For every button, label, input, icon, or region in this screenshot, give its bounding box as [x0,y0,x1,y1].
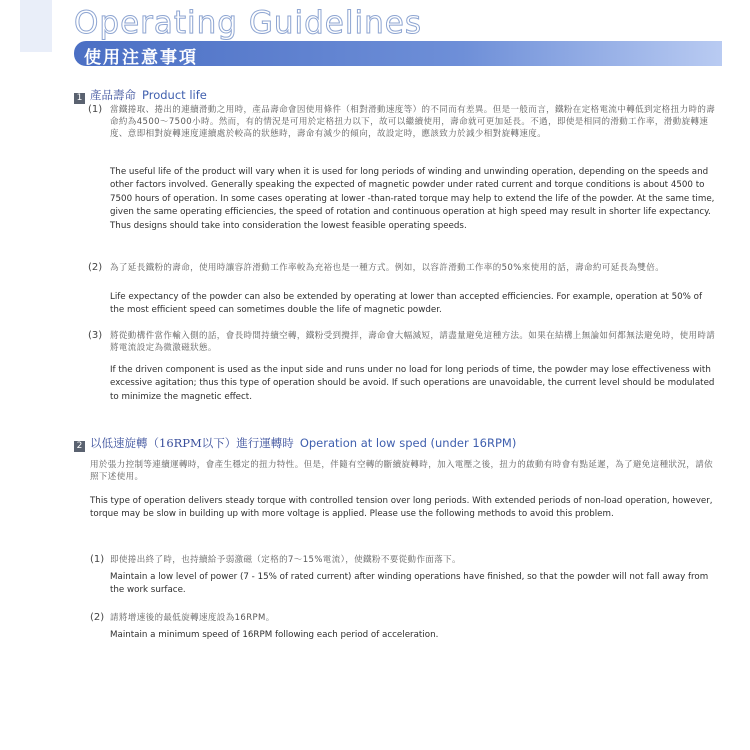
item-number: (1) [90,554,105,565]
item-text-zh: 為了延長鐵粉的壽命，使用時讓容許滑動工作率較為充裕也是一種方式。例如，以容許滑動工作率的50%來使用的話，壽命約可延長為雙倍。 [110,263,665,273]
section-2-intro-zh: 用於張力控制等連續運轉時，會產生穩定的扭力特性。但是，伴隨有空轉的斷續旋轉時，加入電壓之後，扭力的啟動有時會有點延遲，為了避免這種狀況，請依照下述使用。 [90,460,714,482]
item-text-zh: 請將增速後的最低旋轉速度設為16RPM。 [110,613,275,623]
item-number: (1) [88,104,103,115]
item-text-en: The useful life of the product will vary when it is used for long periods of winding and unwinding operation, depending on the speeds and other factors involved. Generally speaking the expected of magnetic powder under rated current and torque conditions is about 4500 to 7500 hours of operation. In some cases operating at lower -than-rated torque may help to extend the life of the powder. At the same time, given the same operating efficiencies, the speed of rotation and continuous operation at high speed may result in shorter life expectancy. Thus designs should take into consideration the lowest feasible operating speeds. [110,167,715,231]
title-bar [74,41,722,66]
item-number: (2) [90,612,105,623]
item-text-en: Maintain a low level of power (7 - 15% of rated current) after winding operations have finished, so that the powder will not fall away from the work surface. [110,572,709,596]
section-2-title-en: Operation at low sped (under 16RPM) [299,436,517,450]
section-2-title-zh: 以低速旋轉（16RPM以下）進行運轉時 [90,436,294,450]
section-1-title-en: Product life [142,88,207,102]
item-number: (3) [88,330,103,341]
section-2-intro-en: This type of operation delivers steady torque with controlled tension over long periods. With extended periods of non-load operation, however, torque may be slow in building up with more voltage is applied. Please use the following methods to avoid this problem. [90,496,713,520]
item-text-zh: 將從動構件當作輸入側的話，會長時間持續空轉，鐵粉受到攪拌，壽命會大幅減短，請盡量避免這種方法。如果在結構上無論如何都無法避免時，使用時請將電流設定為微激磁狀態。 [110,331,716,353]
item-text-zh: 即使捲出終了時，也持續給予弱激磁（定格的7～15%電流），使鐵粉不要從動作面落下。 [110,555,461,565]
item-number: (2) [88,262,103,273]
section-1-heading [74,87,207,104]
item-text-zh: 當鐵捲取、捲出的連續滑動之用時，產品壽命會因使用條件（相對滑動速度等）的不同而有差異。但是一般而言，鐵粉在定格電流中轉低到定格扭力時的壽命約為4500～7500小時。然而，有的情況是可用於定格扭力以下，故可以繼續使用，壽命就可更加延長。不過，即使是相同的滑動工作率，滑動旋轉速度、意即相對旋轉速度連續處於較高的狀態時，壽命有減少的傾向，故設定時，應該致力於減少相對旋轉速度。 [110,105,716,139]
section-2-heading [74,435,516,452]
section-1-title-zh: 產品壽命 [90,88,136,102]
item-text-en: Maintain a minimum speed of 16RPM following each period of acceleration. [110,630,439,640]
section-number-icon: 1 [74,93,85,104]
sidebar-strip [20,0,52,52]
page-title-zh: 使用注意事項 [84,48,198,68]
section-number-icon: 2 [74,441,85,452]
item-text-en: Life expectancy of the powder can also be extended by operating at lower than accepted efficiencies. For example, operation at 50% of the most efficient speed can sometimes double the life of magnetic powder. [110,292,703,316]
item-text-en: If the driven component is used as the input side and runs under no load for long periods of time, the powder may lose effectiveness with excessive agitation; thus this type of operation should be avoid. If such operations are unavoidable, the current level should be modulated to minimize the magnetic effect. [110,365,715,402]
page-title: Operating Guidelines [74,5,422,41]
